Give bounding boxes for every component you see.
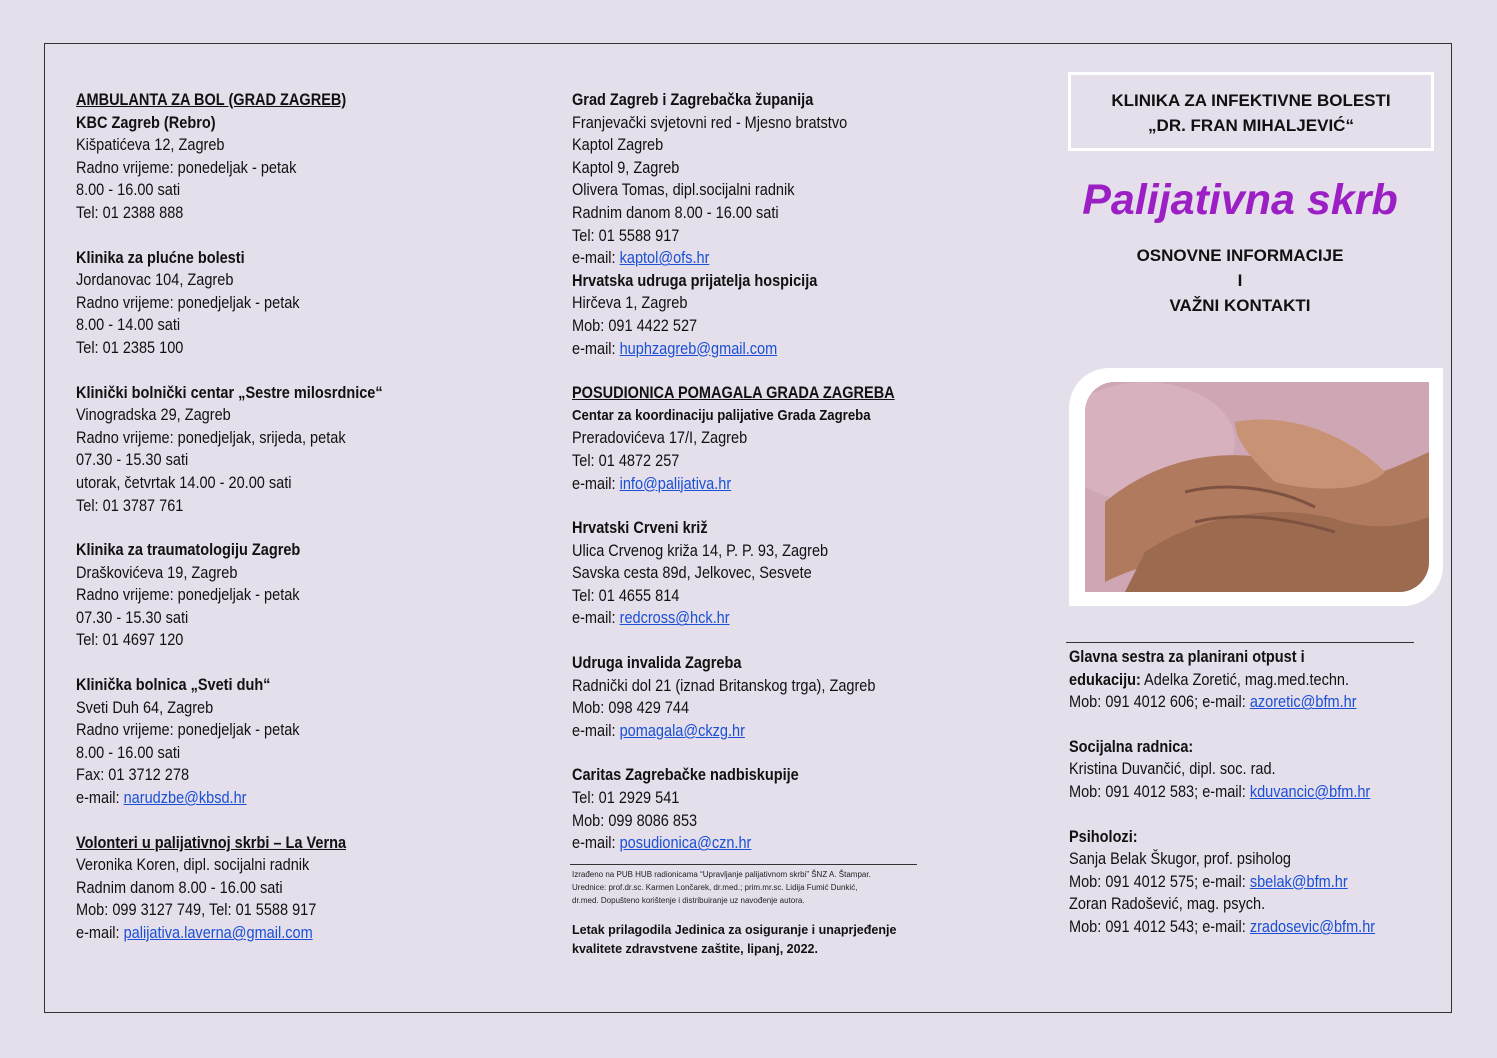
clinic-name-2: „DR. FRAN MIHALJEVIĆ“ <box>1148 116 1354 135</box>
email-link[interactable]: zradosevic@bfm.hr <box>1249 917 1376 936</box>
section-heading: POSUDIONICA POMAGALA GRADA ZAGREBA <box>572 384 895 403</box>
contact-line: 8.00 - 16.00 sati <box>76 181 181 200</box>
footer-credits <box>572 868 917 907</box>
contact-line: Radnim danom 8.00 - 16.00 sati <box>572 203 779 222</box>
email-line <box>1069 691 1375 714</box>
email-label: e-mail: <box>572 721 620 740</box>
phone-label: Mob: 091 4012 606; e-mail: <box>1069 693 1250 712</box>
clinic-title-box <box>1068 72 1434 151</box>
contact-line: Radnički dol 21 (iznad Britanskog trga), Zagreb <box>572 676 876 695</box>
footer-line: Urednice: prof.dr.sc. Karmen Lončarek, dr.med.; prim.mr.sc. Lidija Fumić Dunkić, <box>572 883 858 892</box>
email-link[interactable]: posudionica@czn.hr <box>619 834 752 853</box>
email-label: e-mail: <box>572 249 620 268</box>
contact-line: Olivera Tomas, dipl.socijalni radnik <box>572 181 795 200</box>
contact-line: 07.30 - 15.30 sati <box>76 608 189 627</box>
footer-adaptation-note <box>572 921 917 959</box>
contact-block <box>76 382 383 518</box>
contact-block <box>1069 736 1375 804</box>
contact-subheading: Centar za koordinaciju palijative Grada Zagreba <box>572 406 871 424</box>
email-line <box>76 922 383 945</box>
contact-heading: Socijalna radnica: <box>1069 737 1194 756</box>
email-line <box>572 607 895 630</box>
contact-line: Radno vrijeme: ponedeljak - petak <box>76 158 297 177</box>
contact-line: Kaptol Zagreb <box>572 136 664 155</box>
contact-line: Radno vrijeme: ponedjeljak - petak <box>76 721 300 740</box>
contact-block <box>76 89 383 225</box>
email-link[interactable]: sbelak@bfm.hr <box>1249 872 1348 891</box>
email-line <box>1069 781 1375 804</box>
contact-line: 07.30 - 15.30 sati <box>76 451 189 470</box>
contact-line: Tel: 01 3787 761 <box>76 496 184 515</box>
footer-line: dr.med. Dopušteno korištenje i distribuiranje uz navođenje autora. <box>572 896 805 905</box>
contacts-divider <box>1066 642 1414 643</box>
subtitle-line: OSNOVNE INFORMACIJE <box>1136 246 1344 265</box>
footer-line: Letak prilagodila Jedinica za osiguranje i unaprjeđenje <box>572 923 897 937</box>
email-label: e-mail: <box>572 339 620 358</box>
contact-line: Mob: 098 429 744 <box>572 699 690 718</box>
clinic-name: KLINIKA ZA INFEKTIVNE BOLESTI <box>1111 91 1391 110</box>
contact-block <box>1069 826 1375 939</box>
column-right <box>1069 646 1375 961</box>
email-label: e-mail: <box>572 609 620 628</box>
page-title: Palijativna skrb <box>1082 176 1398 224</box>
contact-block <box>572 764 895 854</box>
contact-line: Radno vrijeme: ponedjeljak, srijeda, petak <box>76 428 346 447</box>
column-middle <box>572 89 895 877</box>
contact-block <box>1069 646 1375 714</box>
contact-heading: Udruga invalida Zagreba <box>572 654 742 673</box>
contact-heading: Klinički bolnički centar „Sestre milosrdnice“ <box>76 383 383 402</box>
phone-label: Mob: 091 4012 575; e-mail: <box>1069 872 1250 891</box>
subtitle-line: VAŽNI KONTAKTI <box>1169 296 1311 315</box>
contact-line: Radno vrijeme: ponedjeljak - petak <box>76 586 300 605</box>
contact-line: Tel: 01 2388 888 <box>76 203 184 222</box>
email-link[interactable]: kduvancic@bfm.hr <box>1249 782 1371 801</box>
contact-line: Tel: 01 4697 120 <box>76 631 184 650</box>
contact-line: Jordanovac 104, Zagreb <box>76 271 234 290</box>
contact-line: Mob: 099 8086 853 <box>572 811 698 830</box>
contact-block <box>76 539 383 652</box>
email-link[interactable]: info@palijativa.hr <box>619 474 732 493</box>
subtitle-line: I <box>1237 271 1243 290</box>
footer-line: kvalitete zdravstvene zaštite, lipanj, 2022. <box>572 942 818 956</box>
contact-line: 8.00 - 16.00 sati <box>76 743 181 762</box>
contact-block <box>76 832 383 945</box>
contact-line: Tel: 01 2929 541 <box>572 789 680 808</box>
contact-heading: Glavna sestra za planirani otpust i <box>1069 648 1305 666</box>
email-line <box>76 787 383 810</box>
contact-line: Tel: 01 5588 917 <box>572 226 680 245</box>
contact-line: Savska cesta 89d, Jelkovec, Sesvete <box>572 564 812 583</box>
hands-photo-image <box>1085 382 1429 592</box>
section-heading: Volonteri u palijativnoj skrbi – La Verna <box>76 833 347 852</box>
contact-heading: Hrvatska udruga prijatelja hospicija <box>572 271 818 290</box>
contact-line: Tel: 01 4872 257 <box>572 451 680 470</box>
contact-line: Preradovićeva 17/I, Zagreb <box>572 429 748 448</box>
email-line <box>572 720 895 743</box>
footer-divider <box>570 864 917 865</box>
contact-line <box>1069 669 1375 692</box>
email-label: e-mail: <box>572 834 620 853</box>
email-line <box>572 832 895 855</box>
contact-name: Adelka Zoretić, mag.med.techn. <box>1140 670 1350 689</box>
contact-line: 8.00 - 14.00 sati <box>76 316 181 335</box>
contact-heading: Klinika za plućne bolesti <box>76 248 245 267</box>
contact-line: Draškovićeva 19, Zagreb <box>76 563 238 582</box>
contact-line: Fax: 01 3712 278 <box>76 766 190 785</box>
contact-heading: Hrvatski Crveni križ <box>572 519 708 538</box>
contact-heading: Grad Zagreb i Zagrebačka županija <box>572 91 814 109</box>
phone-label: Mob: 091 4012 543; e-mail: <box>1069 917 1250 936</box>
contact-heading: Klinika za traumatologiju Zagreb <box>76 541 301 560</box>
email-link[interactable]: palijativa.laverna@gmail.com <box>123 924 313 942</box>
contact-heading: edukaciju: <box>1069 670 1141 689</box>
contact-block <box>76 247 383 360</box>
contact-line: Sveti Duh 64, Zagreb <box>76 698 214 717</box>
contact-name: Kristina Duvančić, dipl. soc. rad. <box>1069 760 1276 779</box>
contact-line: utorak, četvrtak 14.00 - 20.00 sati <box>76 473 292 492</box>
contact-line: Radno vrijeme: ponedjeljak - petak <box>76 293 300 312</box>
hands-illustration <box>1085 382 1429 592</box>
contact-line: Mob: 099 3127 749, Tel: 01 5588 917 <box>76 901 317 920</box>
hands-photo <box>1069 368 1443 606</box>
email-label: e-mail: <box>572 474 620 493</box>
email-link[interactable]: pomagala@ckzg.hr <box>619 721 745 740</box>
footer-line: Izrađeno na PUB HUB radionicama “Upravljanje palijativnom skrbi” ŠNZ A. Štampar. <box>572 870 871 879</box>
email-line <box>1069 916 1375 939</box>
contact-line: Veronika Koren, dipl. socijalni radnik <box>76 856 310 875</box>
email-line <box>572 473 895 496</box>
contact-block <box>572 517 895 630</box>
contact-heading: Klinička bolnica „Sveti duh“ <box>76 676 271 695</box>
contact-block <box>76 674 383 810</box>
email-line <box>572 247 895 270</box>
subtitle <box>1068 243 1412 318</box>
contact-heading: Caritas Zagrebačke nadbiskupije <box>572 766 799 785</box>
email-label: e-mail: <box>76 924 124 942</box>
contact-block <box>572 89 895 360</box>
contact-line: Tel: 01 2385 100 <box>76 338 184 357</box>
contact-line: Radnim danom 8.00 - 16.00 sati <box>76 878 283 897</box>
contact-line: Tel: 01 4655 814 <box>572 586 680 605</box>
contact-line: Franjevački svjetovni red - Mjesno bratstvo <box>572 113 848 132</box>
contact-line: Ulica Crvenog križa 14, P. P. 93, Zagreb <box>572 541 829 560</box>
phone-label: Mob: 091 4012 583; e-mail: <box>1069 782 1250 801</box>
contact-line: Mob: 091 4422 527 <box>572 316 698 335</box>
contact-block <box>572 382 895 495</box>
contact-line: Hirčeva 1, Zagreb <box>572 294 688 313</box>
email-link[interactable]: narudzbe@kbsd.hr <box>123 789 247 808</box>
contact-line: Kišpatićeva 12, Zagreb <box>76 136 225 155</box>
contact-line: Kaptol 9, Zagreb <box>572 158 680 177</box>
column-left <box>76 89 383 967</box>
contact-line: Vinogradska 29, Zagreb <box>76 406 231 425</box>
section-heading: AMBULANTA ZA BOL (GRAD ZAGREB) <box>76 91 347 109</box>
email-label: e-mail: <box>76 789 124 808</box>
contact-name: Zoran Radošević, mag. psych. <box>1069 895 1266 914</box>
email-line <box>572 338 895 361</box>
email-link[interactable]: redcross@hck.hr <box>619 609 730 628</box>
email-link[interactable]: kaptol@ofs.hr <box>619 249 710 268</box>
email-link[interactable]: huphzagreb@gmail.com <box>619 339 778 358</box>
email-link[interactable]: azoretic@bfm.hr <box>1249 693 1357 712</box>
email-line <box>1069 871 1375 894</box>
contact-name: Sanja Belak Škugor, prof. psiholog <box>1069 850 1291 869</box>
contact-block <box>572 652 895 742</box>
contact-heading: Psiholozi: <box>1069 827 1138 846</box>
contact-subheading: KBC Zagreb (Rebro) <box>76 113 216 132</box>
